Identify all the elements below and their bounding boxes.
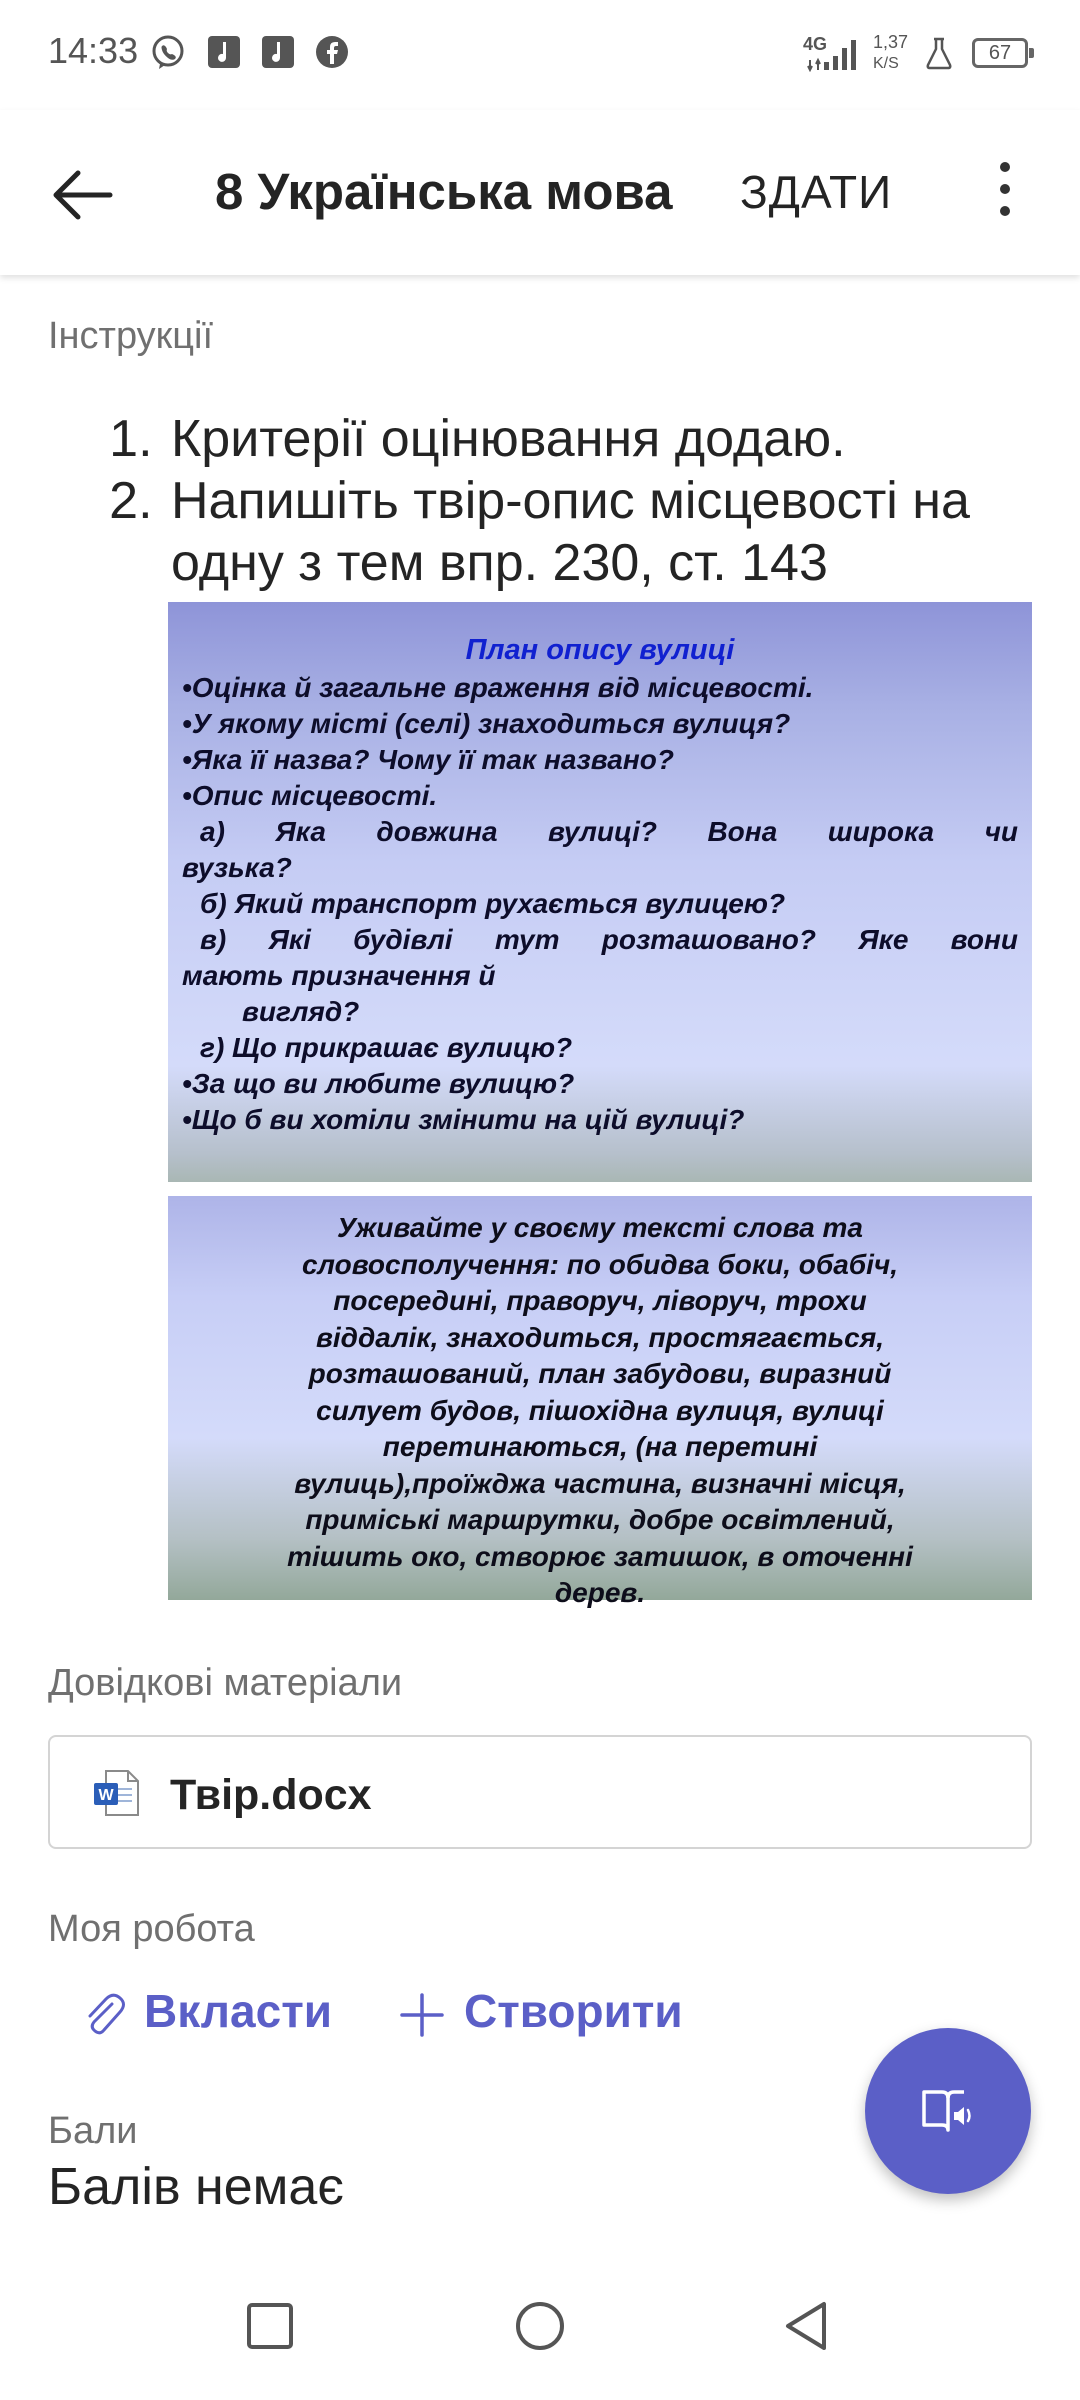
page-title: 8 Українська мова [215,163,673,220]
vocabulary-words-image[interactable] [168,1196,1032,1608]
speed-value: 1,37 [873,32,909,52]
plan-line: •Яка її назва? Чому її так названо? [182,744,674,775]
plan-line: •Оцінка й загальне враження від місцевості. [182,672,814,703]
attach-label: Вкласти [144,1985,332,2037]
file-name: Твір.docx [170,1771,372,1819]
plan-line: г) Що прикрашає вулицю? [200,1032,573,1063]
plan-line: а) Яка довжина вулиці? Вона широка чи [200,816,1018,847]
words-line: віддалік, знаходиться, простягається, [315,1321,884,1353]
words-line: вулиць),проїжджа частина, визначні місця, [294,1467,906,1499]
arrow-left-icon [48,165,118,225]
word-doc-icon [92,1769,142,1817]
more-options-button[interactable] [990,162,1020,232]
instructions-label: Інструкції [48,315,214,357]
svg-text:W: W [98,1787,114,1804]
plan-line: •За що ви любите вулицю? [182,1068,575,1099]
more-vertical-icon [990,162,1020,216]
words-line: силует будов, пішохідна вулиця, вулиці [316,1394,884,1426]
instruction-item: 2. Напишіть твір-опис місцевості на одну з тем впр. 230, ст. 143 [167,470,1080,594]
street-description-plan-image[interactable] [168,602,1032,1182]
reference-label: Довідкові матеріали [48,1662,403,1704]
plan-line: •Що б ви хотіли змінити на цій вулиці? [182,1104,745,1135]
music-app-icon [206,34,242,70]
viber-icon [150,34,186,70]
circle-icon [514,2300,566,2352]
plan-line: •У якому місті (селі) знаходиться вулиця? [182,708,791,739]
words-line: розташований, план забудови, виразний [308,1358,892,1389]
words-line: посередині, праворуч, ліворуч, трохи [333,1285,867,1316]
paperclip-icon [82,1992,126,2038]
words-line: дерев. [554,1577,646,1608]
words-line: тішить око, створює затишок, в оточенні [287,1540,913,1572]
immersive-reader-icon [920,2086,976,2136]
music-app-icon-2 [260,34,296,70]
status-time: 14:33 [48,30,139,71]
back-button[interactable] [48,165,118,225]
instruction-item: 1. Критерії оцінювання додаю. [167,408,1080,470]
plan-line: вузька? [182,852,292,883]
network-type: 4G [803,34,828,54]
create-button[interactable] [398,1984,683,2039]
plan-line: вигляд? [242,996,360,1027]
plus-icon [398,1991,446,2039]
words-line: Уживайте у своєму тексті слова та [337,1212,863,1243]
signal-icon [806,36,862,72]
instructions-list [105,408,1080,594]
status-bar [0,0,1080,110]
words-line: приміські маршрутки, добре освітлений, [305,1504,895,1535]
plan-line: мають призначення й [182,960,496,991]
submit-button[interactable]: ЗДАТИ [740,166,893,218]
create-label: Створити [464,1985,683,2037]
grade-label: Бали [48,2110,138,2152]
battery-indicator: 67 [972,38,1028,68]
grade-value: Балів немає [48,2158,344,2216]
plan-line: •Опис місцевості. [182,780,438,811]
app-bar [0,110,1080,275]
square-icon [246,2302,294,2350]
my-work-label: Моя робота [48,1908,255,1950]
system-navigation-bar [0,2270,1080,2400]
reference-file-card[interactable] [48,1735,1032,1849]
flask-icon [924,36,954,70]
attach-button[interactable] [82,1984,332,2038]
words-line: перетинаються, (на перетині [382,1431,818,1462]
plan-title: План опису вулиці [465,634,735,666]
immersive-reader-button[interactable] [865,2028,1031,2194]
triangle-back-icon [782,2300,830,2352]
home-button[interactable] [514,2300,566,2357]
plan-line: б) Який транспорт рухається вулицею? [200,888,786,919]
recent-apps-button[interactable] [246,2302,294,2355]
words-line: словосполучення: по обидва боки, обабіч, [301,1248,898,1280]
speed-unit: K/S [873,55,899,72]
facebook-icon [314,34,350,70]
back-nav-button[interactable] [782,2300,830,2357]
plan-line: в) Які будівлі тут розташовано? Яке вони [200,924,1018,955]
